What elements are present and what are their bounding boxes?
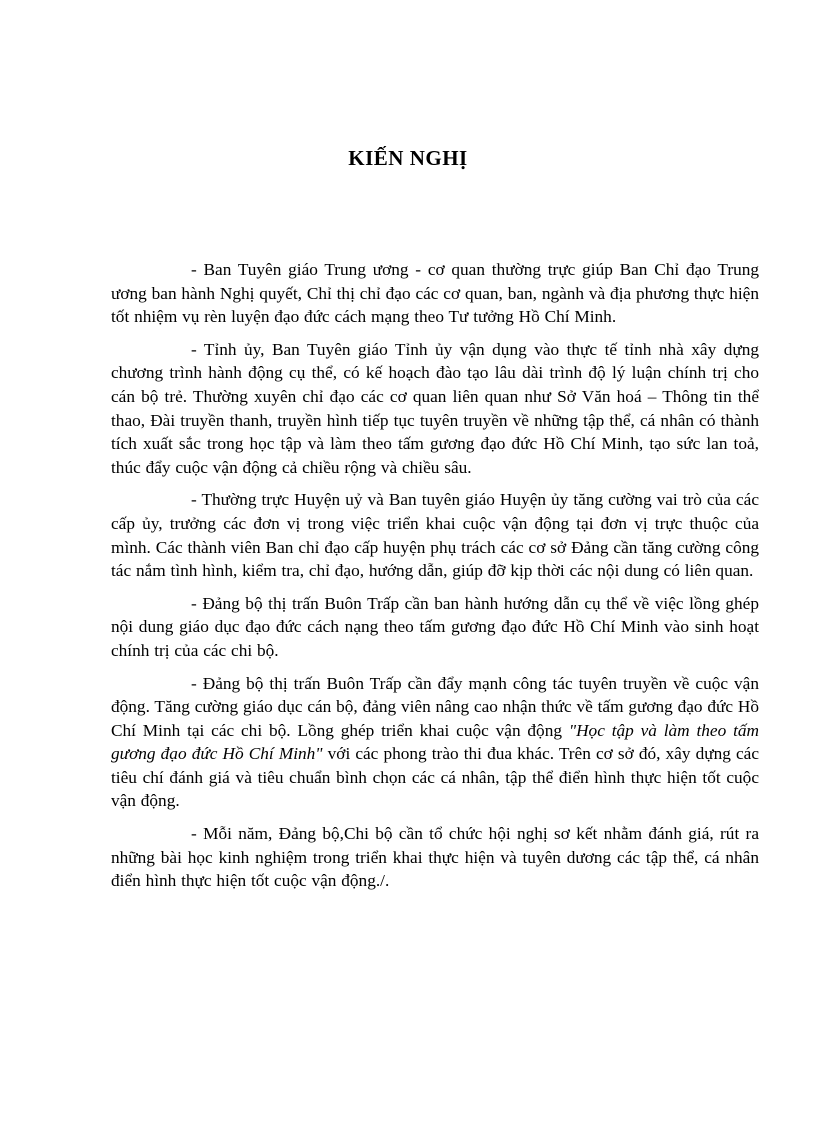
paragraph-annual-review: - Mỗi năm, Đảng bộ,Chi bộ cần tổ chức hội nghị sơ kết nhằm đánh giá, rút ra những bài học kinh nghiệm trong triển khai thực hiện và tuyên dương các tập thể, cá nhân điển hình thực hiện tốt cuộc vận động./. xyxy=(111,824,759,891)
paragraph-district-committee: - Thường trực Huyện uỷ và Ban tuyên giáo Huyện ủy tăng cường vai trò của các cấp ủy, trưởng các đơn vị trong việc triển khai cuộc vận động tại đơn vị trực thuộc của mình. Các thành viên Ban chỉ đạo cấp huyện phụ trách các cơ sở Đảng cần tăng cường công tác nắm tình hình, kiểm tra, chỉ đạo, hướng dẫn, giúp đỡ kịp thời các nội dung có liên quan. xyxy=(111,490,759,581)
paragraph-provincial-committee: - Tỉnh ủy, Ban Tuyên giáo Tỉnh ủy vận dụng vào thực tế tỉnh nhà xây dựng chương trình hành động cụ thể, có kế hoạch đào tạo lâu dài trình độ lý luận chính trị cho cán bộ trẻ. Thường xuyên chỉ đạo các cơ quan liên quan như Sở Văn hoá – Thông tin thể thao, Đài truyền thanh, truyền hình tiếp tục tuyên truyền về những tập thể, cá nhân có thành tích xuất sắc trong học tập và làm theo tấm gương đạo đức Hồ Chí Minh, tạo sức lan toả, thúc đẩy cuộc vận động cả chiều rộng và chiều sâu. xyxy=(111,339,759,477)
paragraph-town-party-propaganda xyxy=(111,672,759,814)
campaign-name-italic: "Học tập và làm theo tấm gương đạo đức Hồ Chí Minh" xyxy=(111,720,759,764)
paragraph-central-propaganda: - Ban Tuyên giáo Trung ương - cơ quan thường trực giúp Ban Chỉ đạo Trung ương ban hành Nghị quyết, Chỉ thị chỉ đạo các cơ quan, ban, ngành và địa phương thực hiện tốt nhiệm vụ rèn luyện đạo đức cách mạng theo Tư tưởng Hồ Chí Minh. xyxy=(111,260,759,327)
document-body xyxy=(111,258,759,902)
page-title: KIẾN NGHỊ xyxy=(348,146,468,170)
paragraph-text-before: - Đảng bộ thị trấn Buôn Trấp cần đẩy mạnh công tác tuyên truyền về cuộc vận động. Tăng cường giáo dục cán bộ, đảng viên nâng cao nhận thức về tấm gương đạo đức Hồ Chí Minh tại các chi bộ. Lồng ghép triển khai cuộc vận động xyxy=(111,673,759,740)
paragraph-town-party-guidance: - Đảng bộ thị trấn Buôn Trấp cần ban hành hướng dẫn cụ thể về việc lồng ghép nội dung giáo dục đạo đức cách nạng theo tấm gương đạo đức Hồ Chí Minh vào sinh hoạt chính trị của các chi bộ. xyxy=(111,593,759,660)
paragraph-text-after: với các phong trào thi đua khác. Trên cơ sở đó, xây dựng các tiêu chí đánh giá và tiêu chuẩn bình chọn các cá nhân, tập thể điển hình thực hiện tốt cuộc vận động. xyxy=(111,744,759,811)
